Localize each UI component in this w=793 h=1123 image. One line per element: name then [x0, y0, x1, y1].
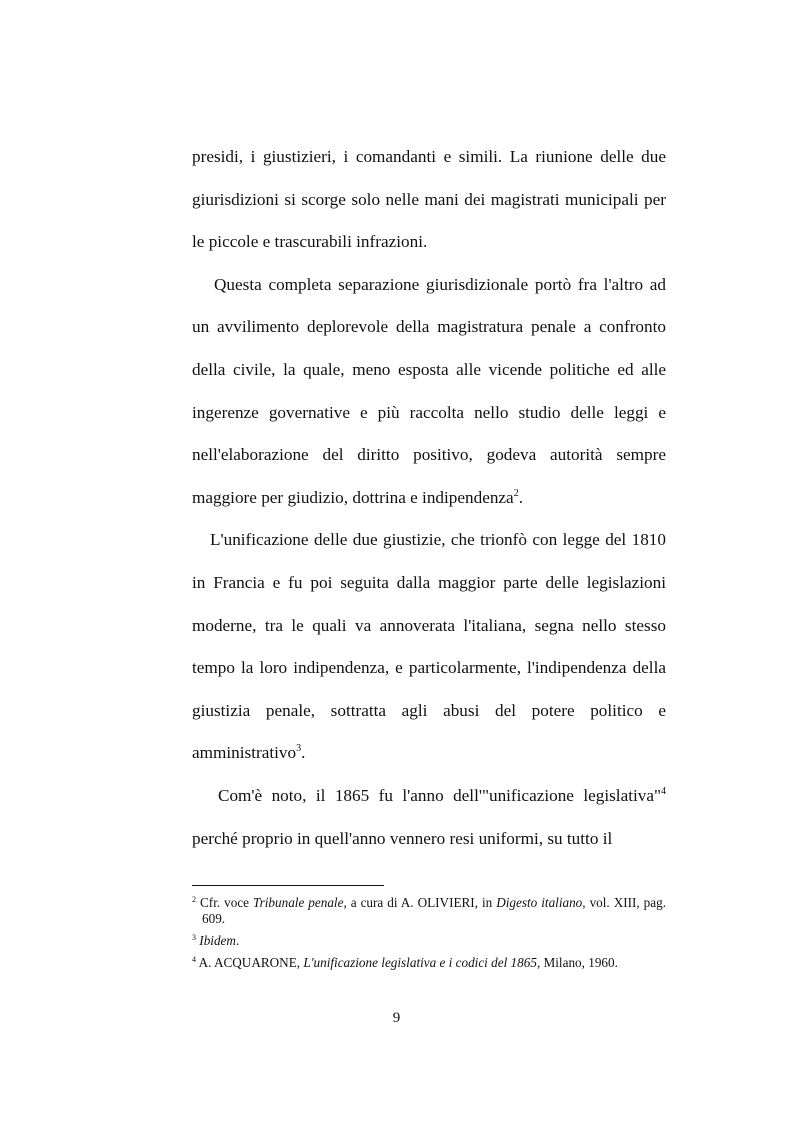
footnote-text: . [235, 933, 240, 948]
paragraph-3 [192, 519, 666, 775]
footnotes [192, 895, 666, 977]
footnote-3 [192, 933, 666, 949]
footnote-ref-3[interactable]: 3 [296, 743, 302, 755]
footnote-italic-source: Digesto italiano [496, 895, 583, 910]
paragraph-1 [192, 136, 666, 264]
footnote-italic-title: Ibidem [199, 933, 236, 948]
page-number: 9 [392, 1010, 401, 1026]
paragraph-2-end: . [518, 487, 523, 507]
footnote-text: , Milano, 1960. [536, 955, 618, 970]
footnote-text: , a cura di A. OLIVIERI, in [343, 895, 497, 910]
footnote-ref-4[interactable]: 4 [661, 785, 666, 797]
footnote-number: 2 [192, 895, 196, 904]
footnote-ref-2[interactable]: 2 [513, 487, 519, 499]
footnote-number: 4 [192, 955, 196, 964]
footnote-2 [192, 895, 666, 927]
footnote-number: 3 [192, 933, 196, 942]
paragraph-4-text: Com'è noto, il 1865 fu l'anno dell'"unificazione legislativa" [218, 785, 661, 805]
footnote-text: A. ACQUARONE, [198, 955, 304, 970]
footnote-text: , vol. XIII, pag. 609. [202, 895, 667, 926]
footnote-4 [192, 955, 666, 971]
footnote-separator [192, 885, 384, 886]
paragraph-4 [192, 775, 666, 860]
footnote-text: Cfr. voce [200, 895, 254, 910]
paragraph-1-text: presidi, i giustizieri, i comandanti e simili. La riunione delle due giurisdizioni si scorge solo nelle mani dei magistrati municipali per le piccole e trascurabili infrazioni. [192, 147, 666, 252]
footnote-italic-title: L'unificazione legislativa e i codici del 1865 [303, 955, 537, 970]
body-text [192, 136, 666, 860]
footnote-italic-title: Tribunale penale [253, 895, 344, 910]
paragraph-3-text: L'unificazione delle due giustizie, che trionfò con legge del 1810 in Francia e fu poi seguita dalla maggior parte delle legislazioni moderne, tra le quali va annoverata l'italiana, segna nello stesso tempo la loro indipendenza, e particolarmente, l'indipendenza della giustizia penale, sottratta agli abusi del potere politico e amministrativo [192, 530, 666, 763]
paragraph-4-continuation: perché proprio in quell'anno vennero resi uniformi, su tutto il [192, 828, 613, 848]
paragraph-3-end: . [301, 743, 306, 763]
paragraph-2 [192, 264, 666, 520]
paragraph-2-text: Questa completa separazione giurisdizionale portò fra l'altro ad un avvilimento deplorevole della magistratura penale a confronto della civile, la quale, meno esposta alle vicende politiche ed alle ingerenze governative e più raccolta nello studio delle leggi e nell'elaborazione del diritto positivo, godeva autorità sempre maggiore per giudizio, dottrina e indipendenza [192, 274, 666, 507]
